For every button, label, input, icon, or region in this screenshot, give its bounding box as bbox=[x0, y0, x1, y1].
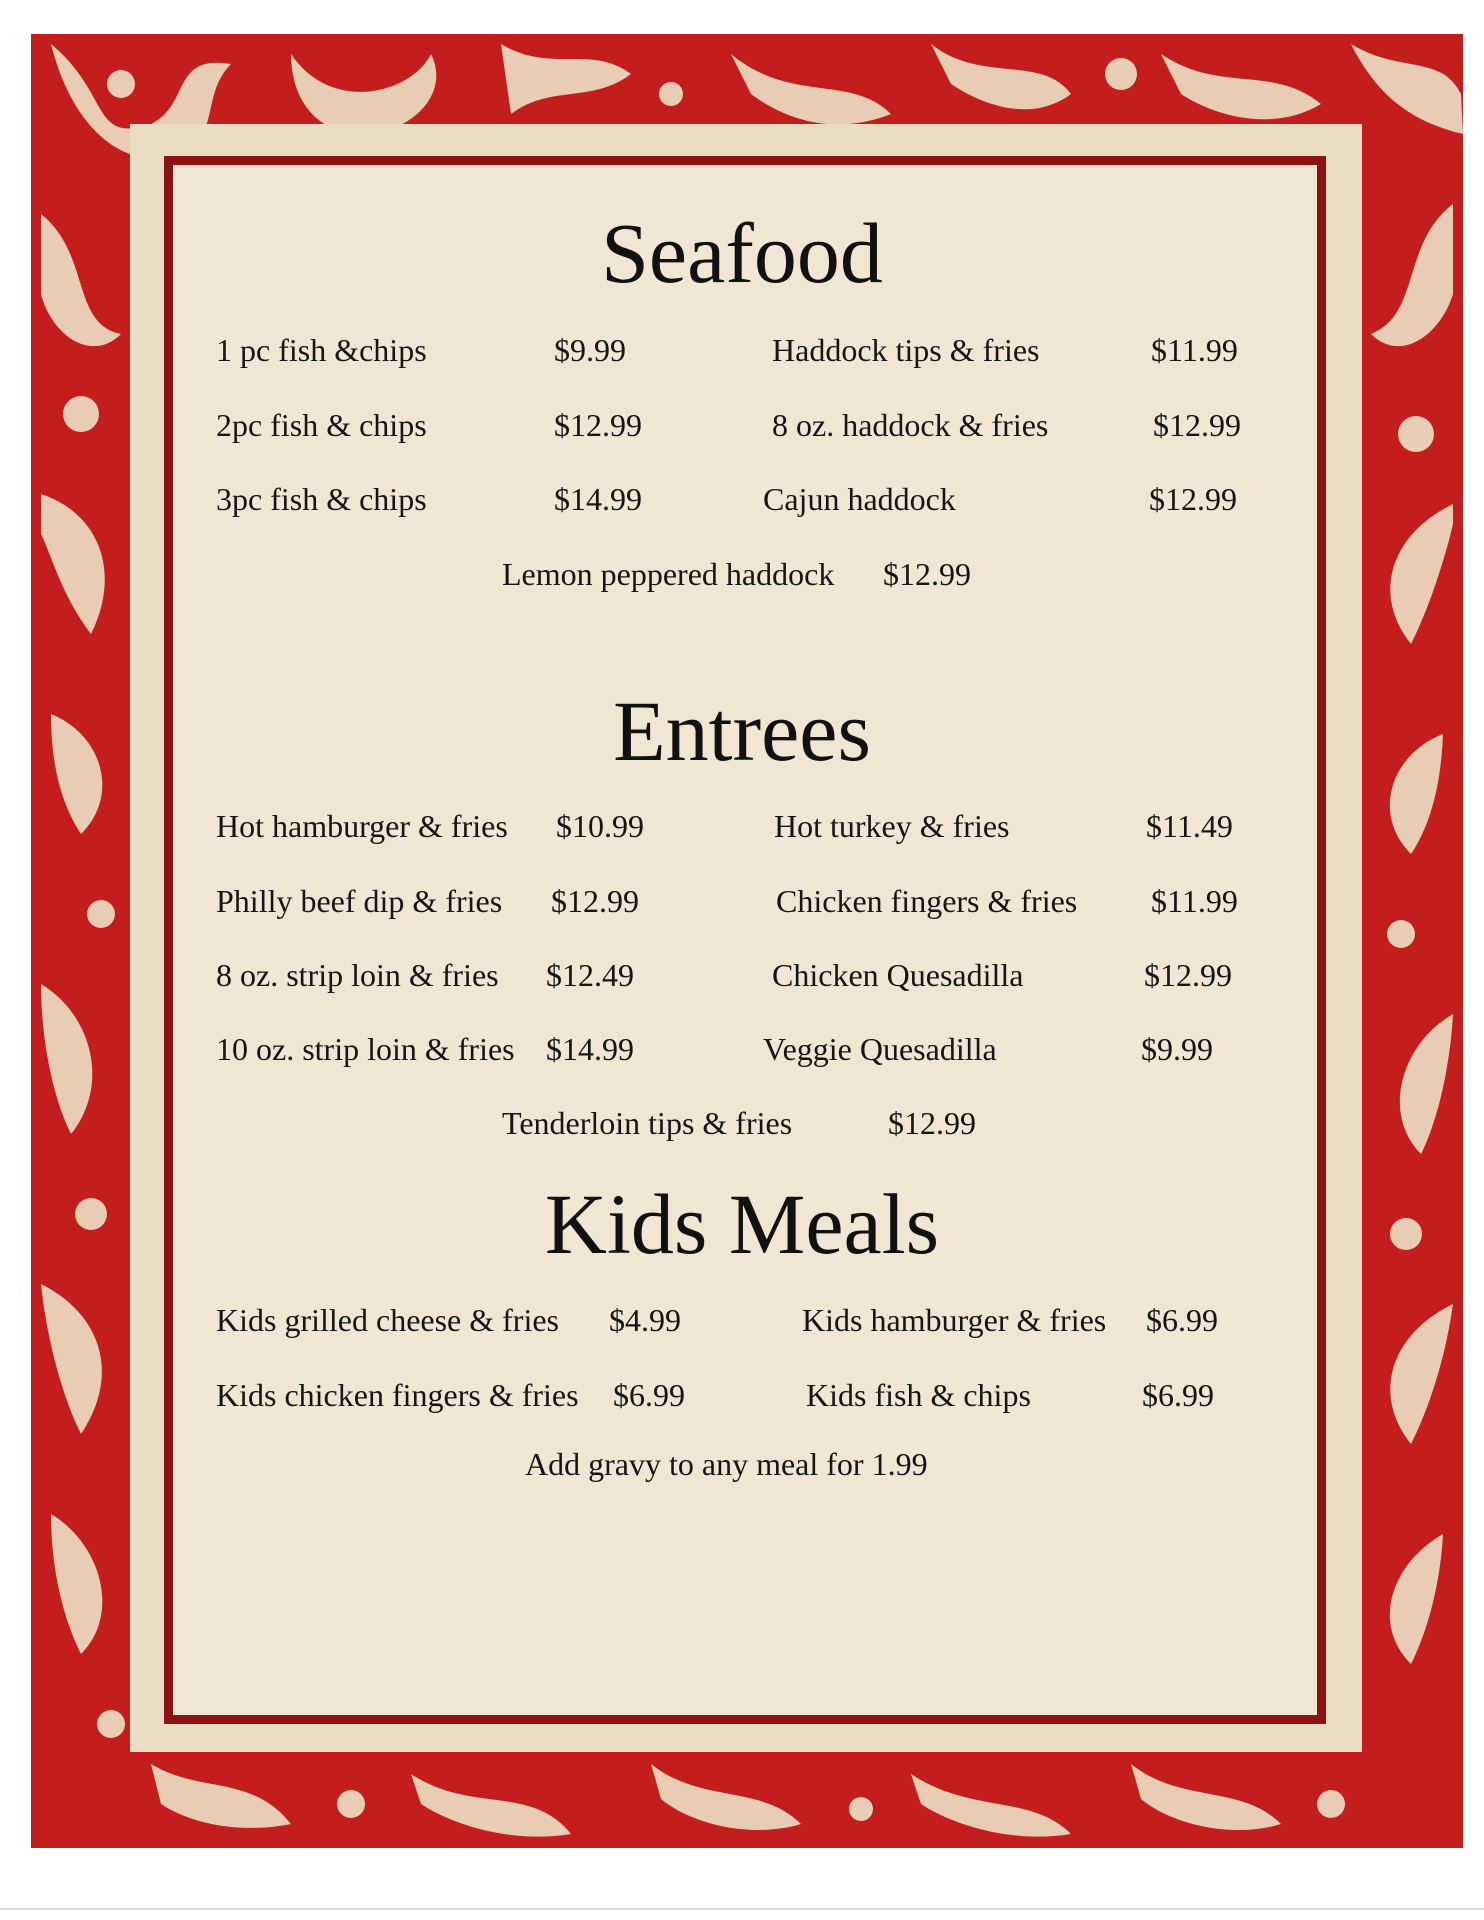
menu-item-name: 8 oz. haddock & fries bbox=[772, 407, 1049, 443]
menu-item-name: Lemon peppered haddock bbox=[502, 556, 835, 592]
menu-item-price: $14.99 bbox=[546, 1031, 634, 1067]
kids-meals-heading: Kids Meals bbox=[544, 1176, 940, 1272]
menu-item-price: $11.99 bbox=[1151, 883, 1238, 919]
menu-item-price: $12.99 bbox=[1153, 407, 1241, 443]
menu-item-price: $11.99 bbox=[1151, 332, 1238, 368]
menu-item-name: Kids hamburger & fries bbox=[802, 1302, 1107, 1338]
menu-item-name: Tenderloin tips & fries bbox=[502, 1105, 793, 1141]
menu-item-price: $12.99 bbox=[551, 883, 639, 919]
menu-item-price: $12.99 bbox=[883, 556, 971, 592]
menu-item-name: 2pc fish & chips bbox=[216, 407, 427, 443]
menu-item-name: Chicken Quesadilla bbox=[772, 957, 1024, 993]
menu-item-name: Haddock tips & fries bbox=[772, 332, 1040, 368]
entrees-heading: Entrees bbox=[613, 683, 871, 779]
menu-item-name: Kids fish & chips bbox=[806, 1377, 1031, 1413]
menu-item-price: $12.99 bbox=[1149, 481, 1237, 517]
menu-item-name: Veggie Quesadilla bbox=[763, 1031, 997, 1067]
seafood-heading: Seafood bbox=[601, 205, 883, 301]
menu-item-name: Chicken fingers & fries bbox=[776, 883, 1078, 919]
menu-item-price: $12.49 bbox=[546, 957, 634, 993]
menu-item-name: Kids chicken fingers & fries bbox=[216, 1377, 579, 1413]
menu-item-name: 8 oz. strip loin & fries bbox=[216, 957, 499, 993]
menu-item-price: $12.99 bbox=[554, 407, 642, 443]
menu-item-name: Hot hamburger & fries bbox=[216, 808, 508, 844]
menu-item-name: Philly beef dip & fries bbox=[216, 883, 503, 919]
menu-item-price: $4.99 bbox=[609, 1302, 681, 1338]
menu-item-price: $11.49 bbox=[1146, 808, 1233, 844]
menu-item-name: 1 pc fish &chips bbox=[216, 332, 427, 368]
menu-item-name: 10 oz. strip loin & fries bbox=[216, 1031, 515, 1067]
gravy-note: Add gravy to any meal for 1.99 bbox=[525, 1446, 928, 1482]
menu-item-price: $6.99 bbox=[1146, 1302, 1218, 1338]
menu-item-name: 3pc fish & chips bbox=[216, 481, 427, 517]
menu-item-price: $6.99 bbox=[1142, 1377, 1214, 1413]
menu-item-price: $12.99 bbox=[1144, 957, 1232, 993]
menu-item-name: Kids grilled cheese & fries bbox=[216, 1302, 559, 1338]
menu-item-price: $14.99 bbox=[554, 481, 642, 517]
menu-item-price: $9.99 bbox=[554, 332, 626, 368]
menu-item-name: Hot turkey & fries bbox=[774, 808, 1010, 844]
menu-item-price: $9.99 bbox=[1141, 1031, 1213, 1067]
menu-panel bbox=[173, 165, 1317, 1715]
menu-item-name: Cajun haddock bbox=[763, 481, 956, 517]
menu-item-price: $12.99 bbox=[888, 1105, 976, 1141]
menu-item-price: $10.99 bbox=[556, 808, 644, 844]
page-divider bbox=[0, 1908, 1484, 1910]
menu-item-price: $6.99 bbox=[613, 1377, 685, 1413]
